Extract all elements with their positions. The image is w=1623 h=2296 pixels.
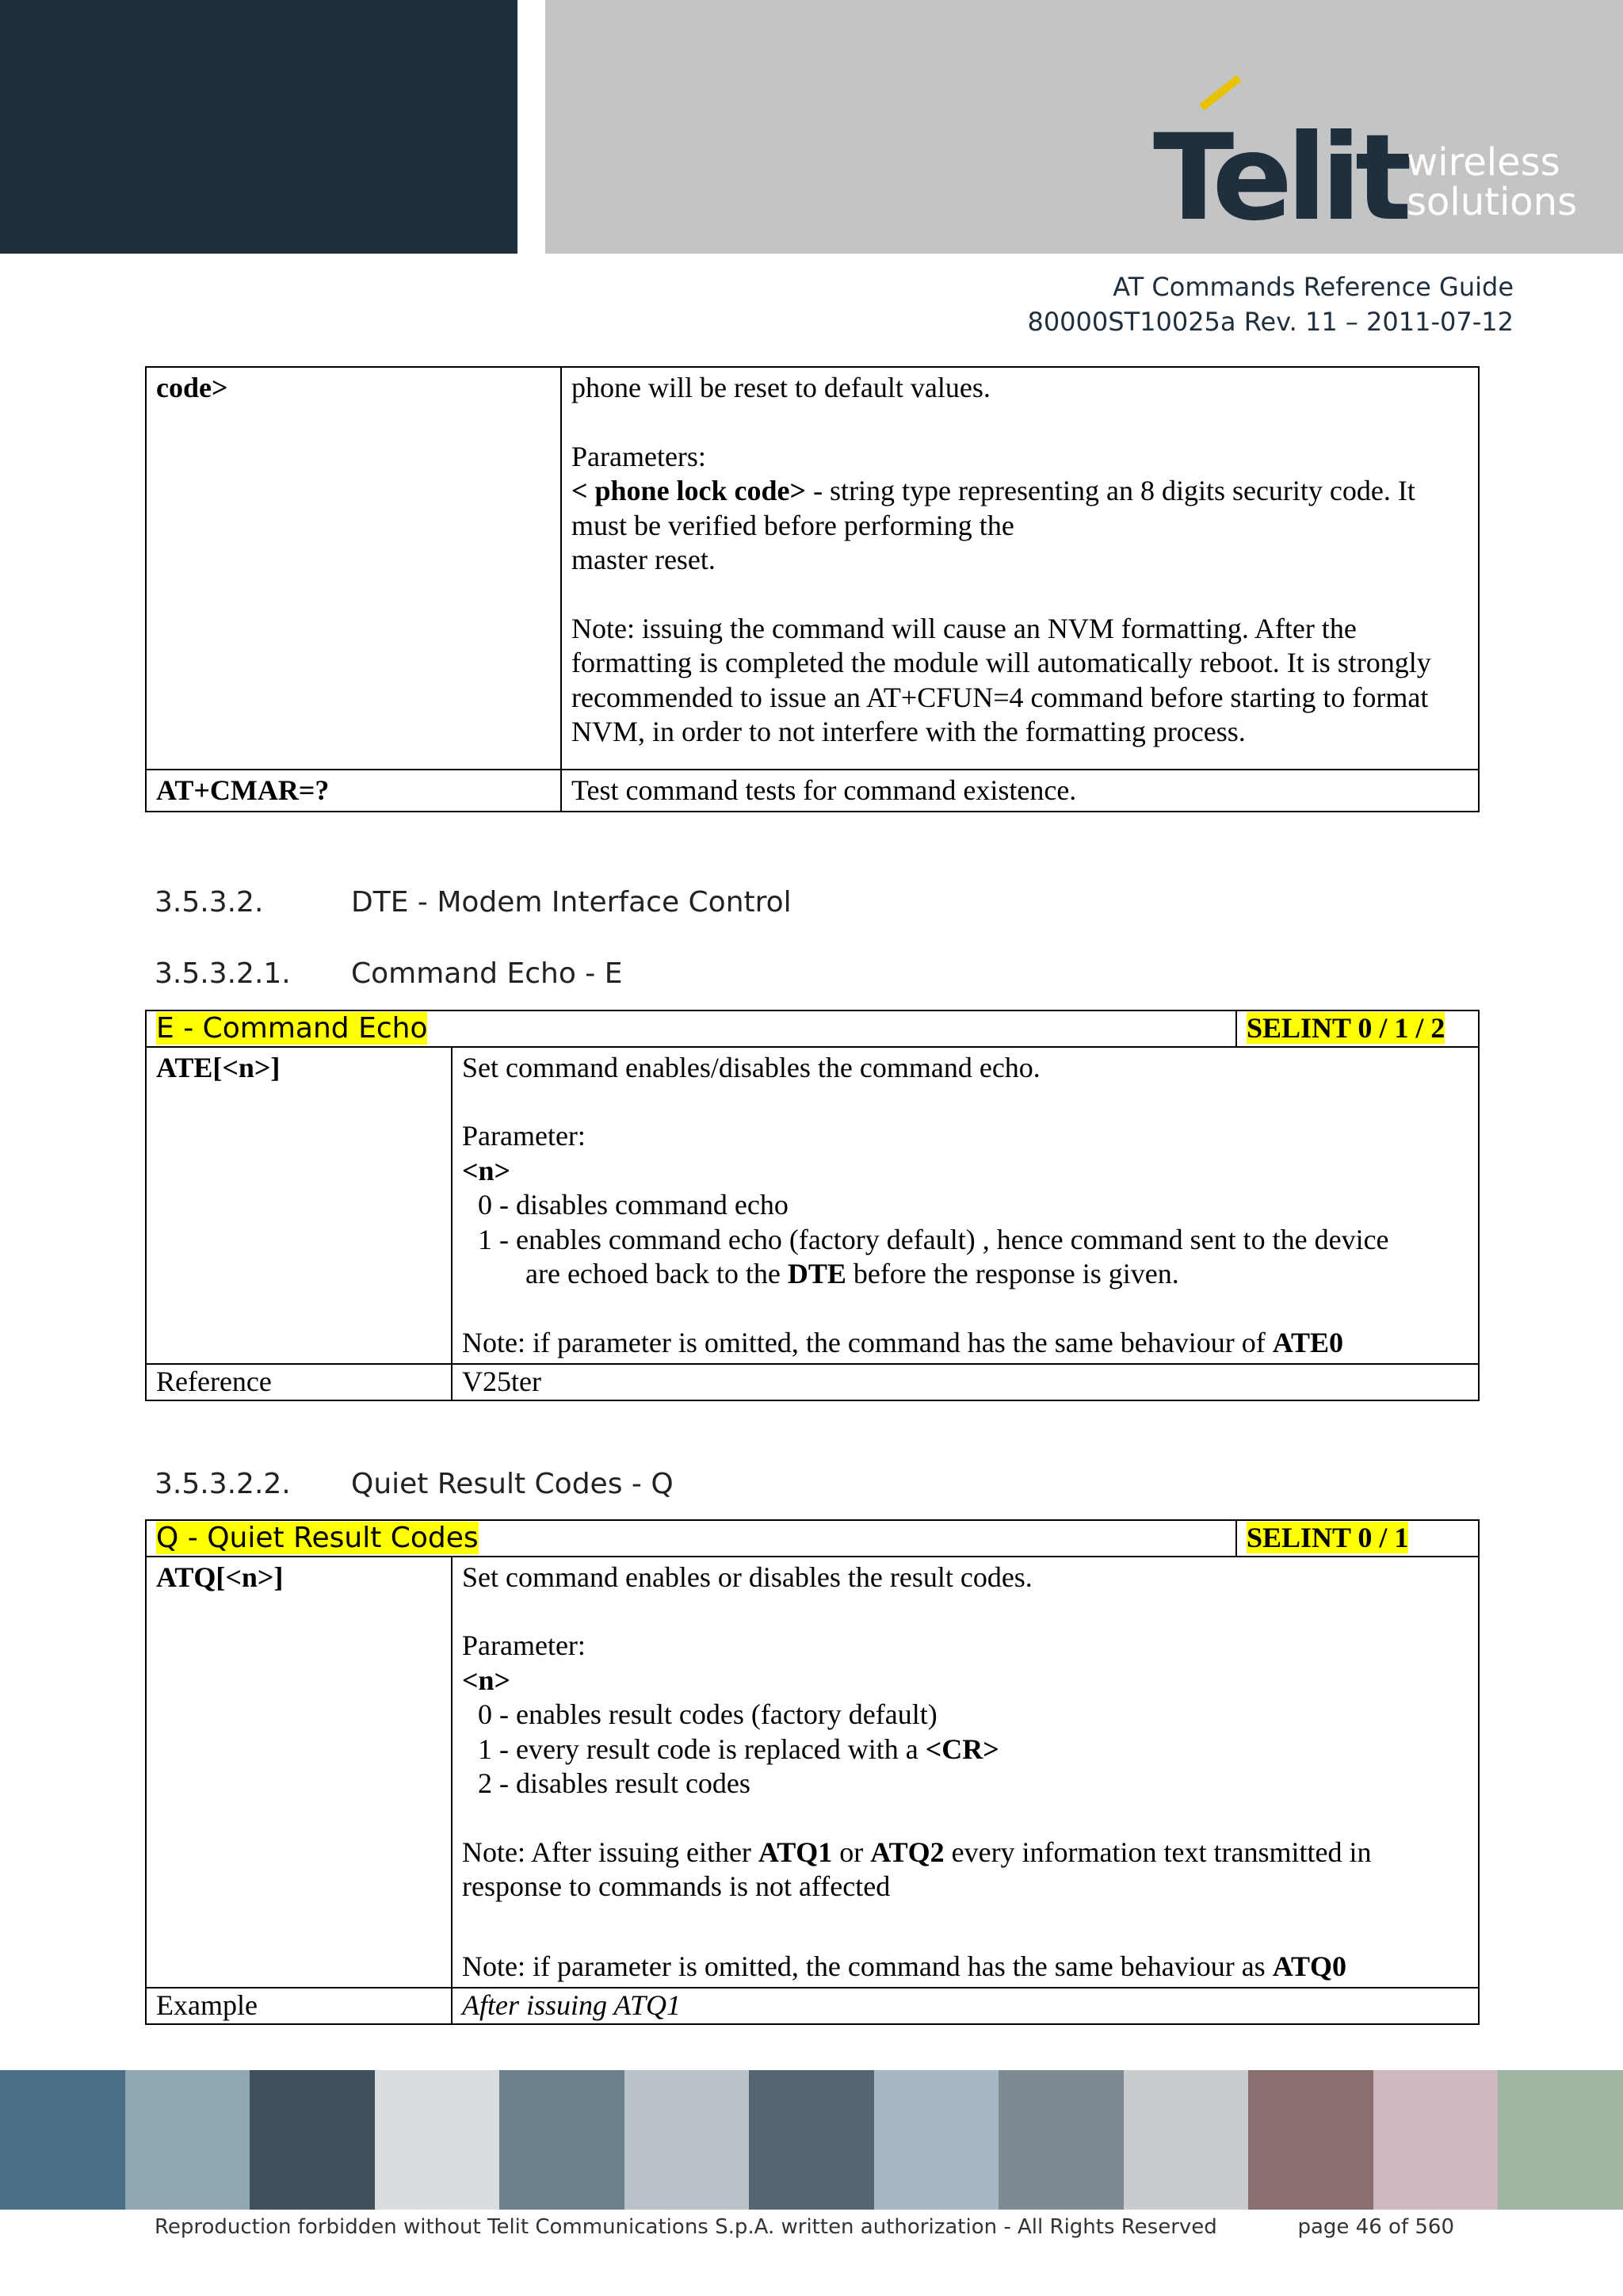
- photo-tile: [250, 2070, 375, 2210]
- table-cell: V25ter: [452, 1364, 1479, 1400]
- footer: [155, 2215, 1454, 2239]
- text: <CR>: [925, 1733, 999, 1765]
- cell-text: phone will be reset to default values.: [571, 372, 991, 403]
- table-header-row: [146, 1520, 1479, 1557]
- text: every information text transmitted in response to commands is not affected: [462, 1836, 1372, 1902]
- command-echo-table: [145, 1010, 1480, 1401]
- text: ATQ1: [758, 1836, 833, 1868]
- table-row: [146, 1047, 1479, 1365]
- section-title: DTE - Modem Interface Control: [351, 886, 792, 919]
- param-option: 0 - disables command echo: [478, 1189, 789, 1221]
- quiet-result-codes-table: [145, 1519, 1480, 2025]
- table-row: [146, 1364, 1479, 1400]
- text: ATQ2: [870, 1836, 945, 1868]
- logo-tagline-2: solutions: [1407, 180, 1578, 225]
- cell-text: Parameter:: [462, 1120, 586, 1152]
- text: ATQ0: [1272, 1950, 1347, 1982]
- section-number: 3.5.3.2.: [155, 886, 264, 919]
- section-heading: [155, 886, 792, 919]
- param-desc: - string type representing an 8 digits security code. It must be verified before performing the: [571, 475, 1415, 541]
- text: or: [832, 1836, 871, 1868]
- table-cell: After issuing ATQ1: [452, 1988, 1479, 2024]
- cell-text: master reset.: [571, 544, 716, 575]
- doc-revision: 80000ST10025a Rev. 11 – 2011-07-12: [1027, 307, 1514, 337]
- section-heading: [155, 957, 622, 990]
- cmar-table: [145, 366, 1480, 812]
- table-cell: Test command tests for command existence.: [561, 770, 1479, 812]
- photo-tile: [749, 2070, 874, 2210]
- table-title: Q - Quiet Result Codes: [156, 1522, 479, 1554]
- text: DTE: [787, 1258, 846, 1289]
- logo-word: Telit: [1153, 109, 1406, 247]
- param-name: < phone lock code>: [571, 475, 807, 506]
- document-header: [1027, 269, 1514, 339]
- text: Note: After issuing either: [462, 1836, 758, 1868]
- text: are echoed back to the: [525, 1258, 788, 1289]
- param-option: [462, 1733, 1468, 1767]
- description-cell: [452, 1557, 1479, 1988]
- note-text: Note: issuing the command will cause an NVM formatting. After the formatting is completed the module will automatically reboot. It is strongly recommended to issue an AT+CFUN=4 command before starting to format NVM, in order to not interfere with the formatting process.: [571, 612, 1431, 747]
- photo-tile: [0, 2070, 125, 2210]
- table-title-cell: [146, 1520, 1236, 1557]
- photo-tile: [1124, 2070, 1249, 2210]
- photo-tile: [1373, 2070, 1499, 2210]
- table-cell: code>: [146, 367, 561, 770]
- table-cell: Reference: [146, 1364, 452, 1400]
- telit-logo: [1153, 79, 1597, 247]
- section-number: 3.5.3.2.2.: [155, 1468, 291, 1500]
- param-description: [571, 474, 1468, 543]
- param-option: 0 - enables result codes (factory default): [478, 1698, 938, 1730]
- note-text: [462, 1836, 1468, 1904]
- table-cell: Example: [146, 1988, 452, 2024]
- param-option-cont: [462, 1257, 1468, 1292]
- command-cell: ATE[<n>]: [146, 1047, 452, 1365]
- table-header-row: [146, 1010, 1479, 1047]
- selint-badge: SELINT 0 / 1: [1247, 1522, 1409, 1553]
- logo-accent: [1199, 75, 1241, 111]
- section-number: 3.5.3.2.1.: [155, 957, 291, 990]
- text: 1 - every result code is replaced with a: [478, 1733, 926, 1765]
- selint-badge: SELINT 0 / 1 / 2: [1247, 1012, 1445, 1044]
- param-option: 2 - disables result codes: [478, 1767, 750, 1799]
- table-row: [146, 367, 1479, 770]
- text: Note: if parameter is omitted, the command has the same behaviour as: [462, 1950, 1273, 1982]
- param-name: <n>: [462, 1664, 511, 1696]
- cell-text: Parameter:: [462, 1629, 586, 1661]
- logo-tagline-1: wireless: [1407, 140, 1560, 185]
- table-row: [146, 1988, 1479, 2024]
- note-text: [462, 1326, 1468, 1361]
- header-dark-panel: [0, 0, 517, 254]
- table-row: [146, 770, 1479, 812]
- photo-tile: [624, 2070, 750, 2210]
- footer-copyright: Reproduction forbidden without Telit Communications S.p.A. written authorization - All Rights Reserved: [155, 2215, 1217, 2239]
- cell-text: Parameters:: [571, 440, 706, 472]
- photo-tile: [1498, 2070, 1623, 2210]
- text: ATE0: [1272, 1326, 1344, 1358]
- section-title: Quiet Result Codes - Q: [351, 1468, 674, 1500]
- photo-tile: [874, 2070, 999, 2210]
- description-cell: [452, 1047, 1479, 1365]
- photo-tile: [499, 2070, 624, 2210]
- table-title: E - Command Echo: [156, 1012, 428, 1045]
- table-cell: [561, 367, 1479, 770]
- cell-text: Set command enables or disables the result codes.: [462, 1561, 1033, 1593]
- section-title: Command Echo - E: [351, 957, 623, 990]
- note-text: [462, 1950, 1468, 1985]
- table-cell: AT+CMAR=?: [146, 770, 561, 812]
- text: before the response is given.: [846, 1258, 1179, 1289]
- section-heading: [155, 1468, 674, 1500]
- photo-tile: [999, 2070, 1124, 2210]
- selint-cell: [1236, 1520, 1479, 1557]
- table-title-cell: [146, 1010, 1236, 1047]
- page-number: page 46 of 560: [1297, 2215, 1454, 2239]
- footer-photo-strip: [0, 2070, 1623, 2210]
- photo-tile: [375, 2070, 500, 2210]
- photo-tile: [1248, 2070, 1373, 2210]
- command-cell: ATQ[<n>]: [146, 1557, 452, 1988]
- param-option: 1 - enables command echo (factory default) , hence command sent to the device: [478, 1223, 1389, 1255]
- selint-cell: [1236, 1010, 1479, 1047]
- doc-title: AT Commands Reference Guide: [1113, 272, 1514, 302]
- table-row: [146, 1557, 1479, 1988]
- photo-tile: [125, 2070, 250, 2210]
- cell-text: Set command enables/disables the command echo.: [462, 1051, 1041, 1083]
- text: Note: if parameter is omitted, the command has the same behaviour of: [462, 1326, 1273, 1358]
- logo-tagline: [1407, 140, 1578, 225]
- param-name: <n>: [462, 1154, 511, 1186]
